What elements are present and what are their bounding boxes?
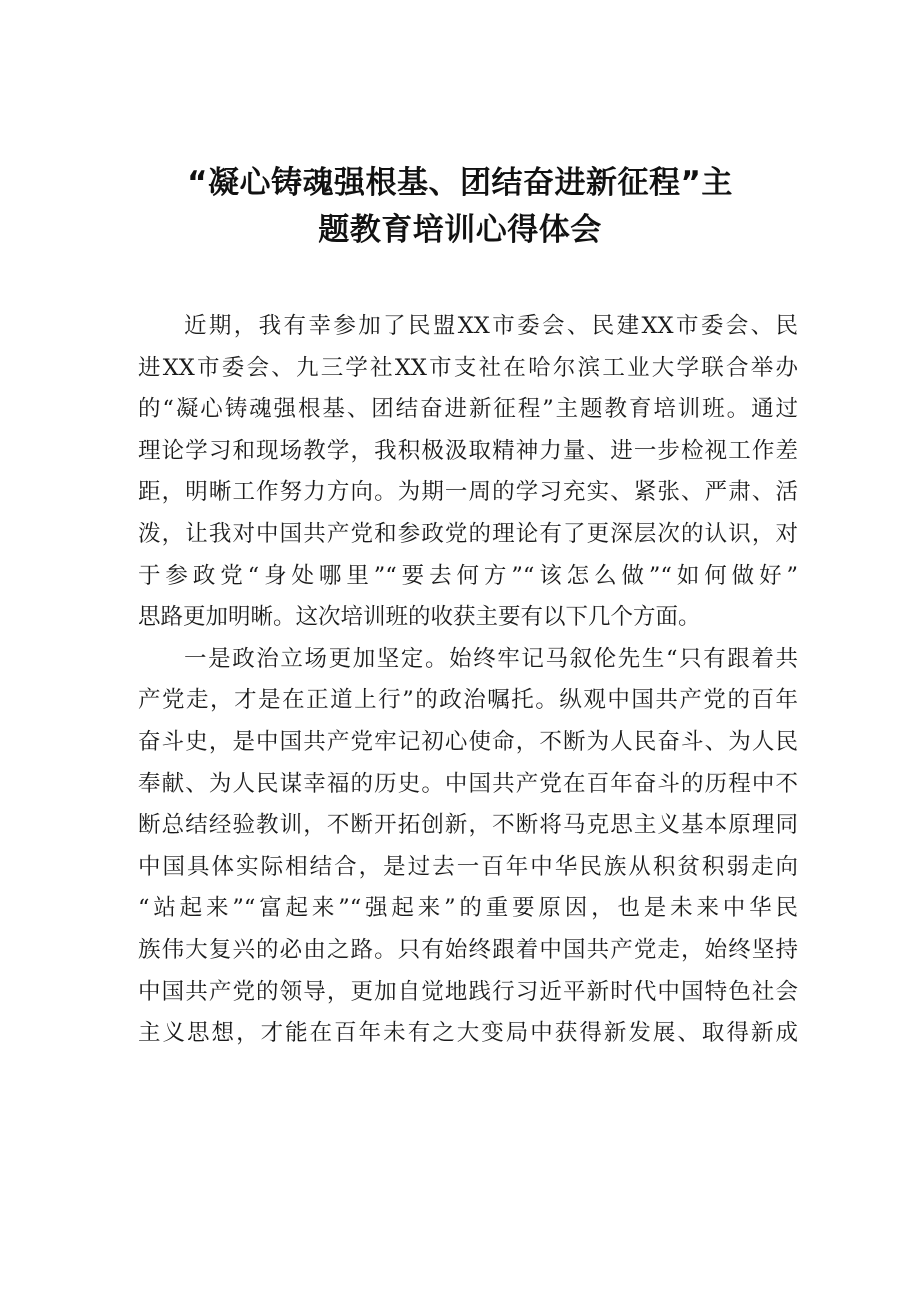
title-line-1: “凝心铸魂强根基、团结奋进新征程”主	[187, 165, 733, 201]
paragraph-line: 中国共产党的领导，更加自觉地践行习近平新时代中国特色社会	[138, 978, 798, 1005]
paragraph-line: 理论学习和现场教学，我积极汲取精神力量、进一步检视工作差	[138, 437, 798, 464]
paragraph-line: 泼，让我对中国共产党和参政党的理论有了更深层次的认识，对	[138, 520, 798, 547]
paragraph-line: 产党走，才是在正道上行”的政治嘱托。纵观中国共产党的百年	[138, 687, 798, 714]
paragraph-line: 族伟大复兴的必由之路。只有始终跟着中国共产党走，始终坚持	[138, 936, 798, 963]
paragraph-line: 奋斗史，是中国共产党牢记初心使命，不断为人民奋斗、为人民	[138, 728, 798, 755]
document-body	[138, 306, 798, 1055]
paragraph-line: 中国具体实际相结合，是过去一百年中华民族从积贫积弱走向	[138, 853, 798, 880]
paragraph-intro	[138, 306, 798, 639]
paragraph-line: 断总结经验教训，不断开拓创新，不断将马克思主义基本原理同	[138, 812, 798, 839]
paragraph-line: 距，明晰工作努力方向。为期一周的学习充实、紧张、严肃、活	[138, 479, 798, 506]
paragraph-political-stance	[138, 639, 798, 1055]
paragraph-line: 主义思想，才能在百年未有之大变局中获得新发展、取得新成	[138, 1020, 798, 1047]
paragraph-line: 进XX市委会、九三学社XX市支社在哈尔滨工业大学联合举办	[138, 354, 798, 381]
title-line-2: 题教育培训心得体会	[318, 212, 602, 248]
document-title	[120, 160, 800, 254]
paragraph-line: 的“凝心铸魂强根基、团结奋进新征程”主题教育培训班。通过	[138, 396, 798, 423]
paragraph-line: “站起来”“富起来”“强起来”的重要原因，也是未来中华民	[138, 895, 798, 922]
paragraph-line: 思路更加明晰。这次培训班的收获主要有以下几个方面。	[138, 604, 701, 631]
paragraph-line: 近期，我有幸参加了民盟XX市委会、民建XX市委会、民	[184, 313, 798, 339]
paragraph-line: 奉献、为人民谋幸福的历史。中国共产党在百年奋斗的历程中不	[138, 770, 798, 797]
paragraph-line: 于参政党“身处哪里”“要去何方”“该怎么做”“如何做好”	[138, 562, 798, 589]
paragraph-line: 一是政治立场更加坚定。始终牢记马叙伦先生“只有跟着共	[184, 645, 798, 672]
